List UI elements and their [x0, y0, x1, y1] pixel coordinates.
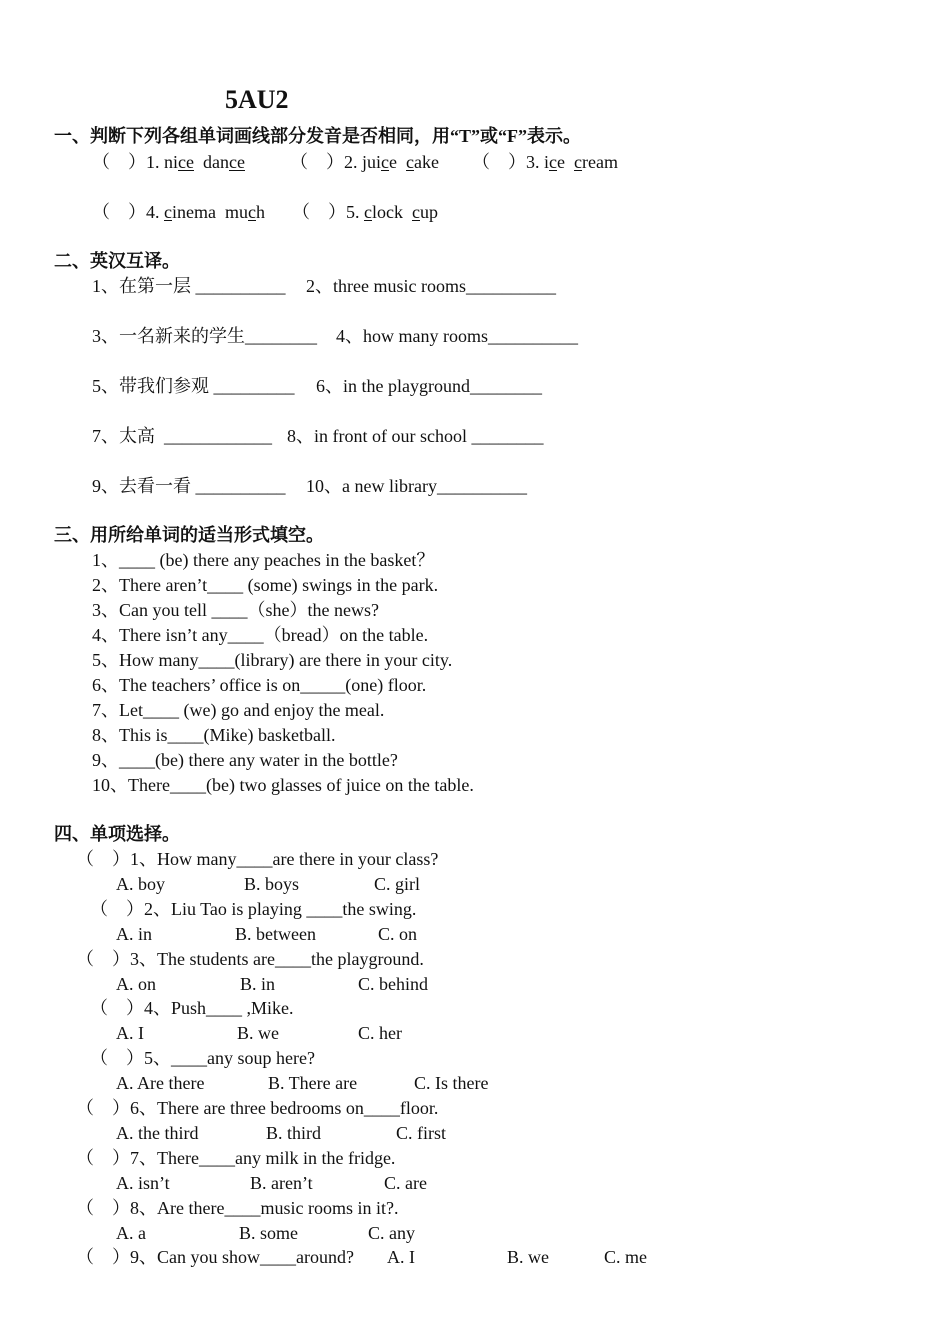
section-1-heading: 一、判断下列各组单词画线部分发音是否相同，用“T”或“F”表示。	[54, 126, 581, 146]
choice-question: （ ）2、Liu Tao is playing ____the swing.	[90, 899, 417, 919]
fill-in-item: 10、There____(be) two glasses of juice on the table.	[92, 775, 474, 795]
pronunciation-item-5: （ ）5. clock cup	[292, 202, 438, 222]
translation-item-7: 7、太高 ____________	[92, 426, 272, 446]
choice-option-a: A. boy	[116, 874, 165, 894]
translation-item-10: 10、a new library__________	[306, 476, 527, 496]
fill-in-item: 6、The teachers’ office is on_____(one) floor.	[92, 675, 427, 695]
choice-option-b: B. boys	[244, 874, 300, 894]
choice-option-c: C. on	[378, 924, 418, 944]
fill-in-item: 4、There isn’t any____（bread）on the table.	[92, 625, 429, 645]
choice-option-a: A. a	[116, 1223, 146, 1243]
choice-option-c: C. Is there	[414, 1073, 489, 1093]
choice-option-a: A. I	[116, 1023, 144, 1043]
choice-option-b: B. third	[266, 1123, 322, 1143]
pronunciation-item-4: （ ）4. cinema much	[92, 202, 265, 222]
choice-option-a: A. on	[116, 974, 156, 994]
choice-option-b: B. we	[507, 1247, 549, 1267]
choice-option-c: C. girl	[374, 874, 421, 894]
choice-question: （ ）1、How many____are there in your class?	[76, 849, 439, 869]
choice-question: （ ）8、Are there____music rooms in it?.	[76, 1198, 399, 1218]
translation-item-8: 8、in front of our school ________	[287, 426, 544, 446]
choice-option-b: B. There are	[268, 1073, 358, 1093]
fill-in-item: 8、This is____(Mike) basketball.	[92, 725, 336, 745]
choice-option-a: A. Are there	[116, 1073, 205, 1093]
translation-item-9: 9、去看一看 __________	[92, 476, 286, 496]
translation-item-5: 5、带我们参观 _________	[92, 376, 295, 396]
choice-option-b: B. aren’t	[250, 1173, 313, 1193]
translation-item-4: 4、how many rooms__________	[336, 326, 578, 346]
translation-item-6: 6、in the playground________	[316, 376, 542, 396]
choice-question: （ ）7、There____any milk in the fridge.	[76, 1148, 396, 1168]
fill-in-item: 1、____ (be) there any peaches in the basket？	[92, 550, 435, 570]
section-2-heading: 二、英汉互译。	[54, 251, 180, 271]
choice-option-b: B. some	[239, 1223, 299, 1243]
section-4-heading: 四、单项选择。	[54, 824, 180, 844]
choice-option-c: C. first	[396, 1123, 447, 1143]
choice-question: （ ）9、Can you show____around?	[76, 1247, 354, 1267]
choice-option-c: C. me	[604, 1247, 647, 1267]
pronunciation-item-1: （ ）1. nice dance	[92, 152, 245, 172]
choice-option-a: A. I	[387, 1247, 415, 1267]
choice-option-a: A. in	[116, 924, 152, 944]
choice-option-c: C. her	[358, 1023, 402, 1043]
choice-option-a: A. isn’t	[116, 1173, 170, 1193]
fill-in-item: 7、Let____ (we) go and enjoy the meal.	[92, 700, 385, 720]
choice-question: （ ）6、There are three bedrooms on____floor.	[76, 1098, 439, 1118]
choice-option-c: C. any	[368, 1223, 415, 1243]
fill-in-item: 5、How many____(library) are there in your city.	[92, 650, 453, 670]
pronunciation-item-2: （ ）2. juice cake	[290, 152, 439, 172]
choice-option-c: C. are	[384, 1173, 427, 1193]
choice-option-b: B. we	[237, 1023, 279, 1043]
translation-item-1: 1、在第一层 __________	[92, 276, 286, 296]
fill-in-item: 9、____(be) there any water in the bottle?	[92, 750, 398, 770]
choice-option-c: C. behind	[358, 974, 428, 994]
fill-in-item: 3、Can you tell ____（she）the news?	[92, 600, 379, 620]
choice-question: （ ）4、Push____ ,Mike.	[90, 998, 294, 1018]
choice-question: （ ）3、The students are____the playground.	[76, 949, 424, 969]
choice-question: （ ）5、____any soup here?	[90, 1048, 315, 1068]
choice-option-b: B. in	[240, 974, 276, 994]
choice-option-b: B. between	[235, 924, 316, 944]
page-title: 5AU2	[225, 85, 289, 114]
fill-in-item: 2、There aren’t____ (some) swings in the park.	[92, 575, 439, 595]
pronunciation-item-3: （ ）3. ice cream	[472, 152, 618, 172]
translation-item-3: 3、一名新来的学生________	[92, 326, 317, 346]
choice-option-a: A. the third	[116, 1123, 199, 1143]
section-3-heading: 三、用所给单词的适当形式填空。	[54, 525, 324, 545]
translation-item-2: 2、three music rooms__________	[306, 276, 556, 296]
